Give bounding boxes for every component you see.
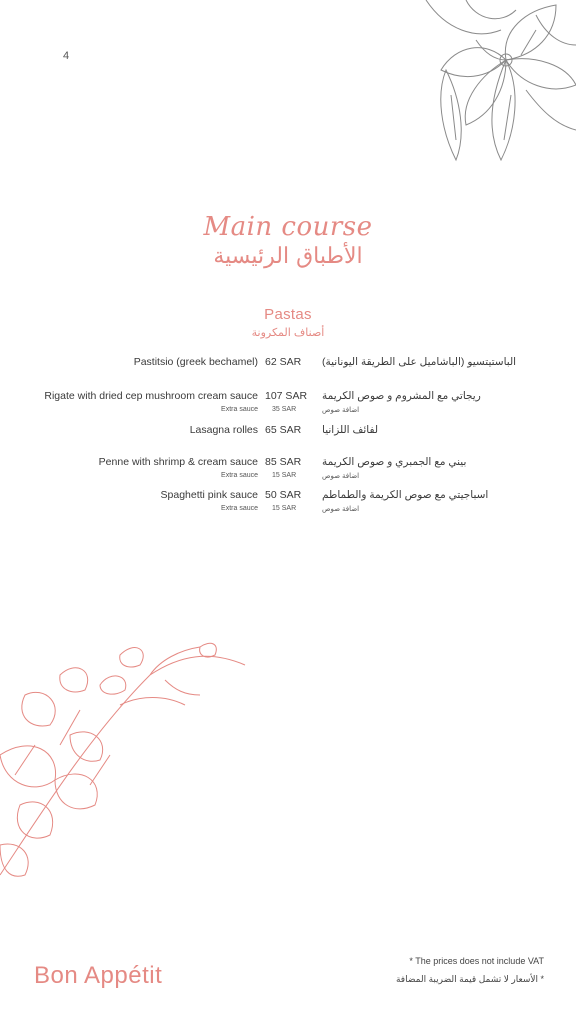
item-price: 62 SAR: [265, 356, 302, 368]
item-name-ar: لفائف اللزانيا: [322, 424, 379, 436]
flower-illustration-top: [406, 0, 576, 180]
section-title: [0, 212, 576, 269]
item-name: Penne with shrimp & cream sauce: [98, 456, 258, 468]
item-price: 65 SAR: [265, 424, 302, 436]
item-price: 50 SAR: [265, 489, 302, 501]
item-name: Lasagna rolles: [189, 424, 258, 436]
item-price: 107 SAR: [265, 390, 308, 402]
menu-item: [0, 390, 576, 406]
menu-item: [0, 424, 576, 440]
item-name: Extra sauce: [221, 472, 258, 479]
item-name-ar: ريجاتي مع المشروم و صوص الكريمة: [322, 390, 481, 402]
item-name: Pastitsio (greek bechamel): [133, 356, 258, 368]
vat-note-ar: * الأسعار لا تشمل قيمة الضريبة المضافة: [395, 974, 544, 984]
item-name: Extra sauce: [221, 406, 258, 413]
item-name-ar: اضافة صوص: [322, 407, 360, 414]
menu-item-extra: [0, 472, 576, 482]
item-price: 85 SAR: [265, 456, 302, 468]
category-title-ar: أصناف المكرونة: [251, 327, 325, 339]
item-name: Rigate with dried cep mushroom cream sauce: [44, 390, 258, 402]
page-number: 4: [63, 50, 70, 62]
item-name: Spaghetti pink sauce: [160, 489, 258, 501]
item-name-ar: بيني مع الجمبري و صوص الكريمة: [322, 456, 467, 468]
menu-item-extra: [0, 505, 576, 515]
section-title-en: Main course: [203, 212, 373, 242]
item-name: Extra sauce: [221, 505, 258, 512]
category-header: [0, 306, 576, 339]
vat-note: [396, 956, 544, 985]
item-name-ar: اسباجيتي مع صوص الكريمة والطماطم: [322, 489, 489, 501]
item-name-ar: اضافة صوص: [322, 473, 360, 480]
section-title-ar: الأطباق الرئيسية: [213, 244, 363, 269]
item-price: 15 SAR: [272, 505, 297, 512]
vat-note-en: * The prices does not include VAT: [409, 956, 544, 966]
item-price: 15 SAR: [272, 472, 297, 479]
item-name-ar: اضافة صوص: [322, 506, 360, 513]
menu-item: [0, 356, 576, 372]
menu-item: [0, 456, 576, 472]
item-price: 35 SAR: [272, 406, 297, 413]
flower-illustration-bottom: [0, 635, 250, 895]
item-name-ar: الباستيتسيو (الباشاميل على الطريقة اليونانية): [322, 356, 517, 368]
greeting: Bon Appétit: [34, 962, 163, 989]
menu-item-extra: [0, 406, 576, 416]
category-title-en: Pastas: [264, 306, 312, 323]
menu-item: [0, 489, 576, 505]
